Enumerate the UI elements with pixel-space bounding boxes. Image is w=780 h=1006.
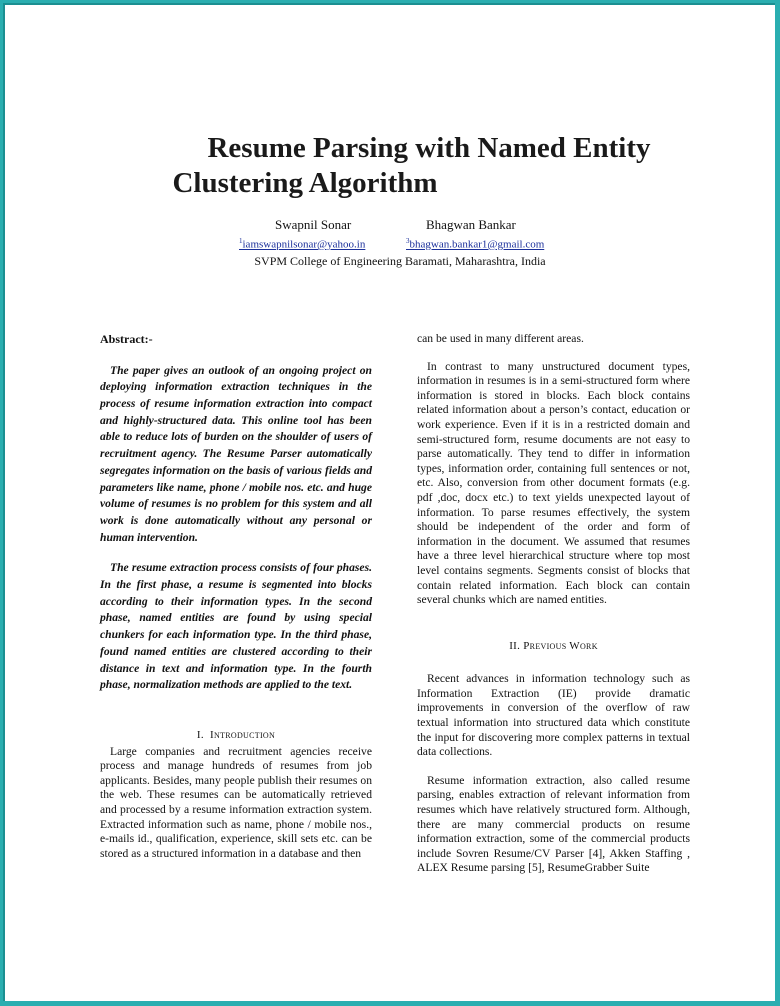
abstract-paragraph-2: The resume extraction process consists of four phases. In the first phase, a resume is segmented into blocks according to their information types. In the second phase, named entities are found by using special chunkers for each information type. In the third phase, found named entities are clustered according to their distance in text and information type. In the fourth phase, normalization methods are applied to the text. [100,561,372,692]
previous-work-paragraph-2: Resume information extraction, also called resume parsing, enables extraction of relevant information from resumes which have relatively structured form. Although, there are many commercial products on resume information extraction, some of the commercial products include Sovren Resume/CV Parser [4], Akken Staffing , ALEX Resume parsing [5], ResumeGrabber Suite [417,773,690,875]
introduction-paragraph-1: Large companies and recruitment agencies receive process and manage hundreds of resumes from job applicants. Besides, many people publish their resumes on the web. These resumes can be automatically retrieved and processed by a resume information extraction system. Extracted information such as name, phone / mobile nos., e-mails id., qualification, experience, skill sets etc. can be stored as a structured information in a database and then [100,744,372,860]
previous-work-paragraph-1: Recent advances in information technology such as Information Extraction (IE) provide dramatic improvements in conversion of the overflow of raw textual information into structured data which constitute the input for discovering more complex patterns in textual data collections. [417,672,690,759]
paper-page [3,3,775,1001]
left-column [100,332,372,875]
right-column [417,332,690,890]
author-email-2-text: bhagwan.bankar1@gmail.com [409,238,545,251]
author-email-2-sup: 3 [406,237,410,245]
section-heading-previous-work [417,639,690,654]
author-name-1: Swapnil Sonar [275,217,352,232]
section-title-previous-work: Previous Work [523,639,598,652]
author-email-2[interactable] [406,237,544,251]
continued-text: can be used in many different areas. [417,332,584,345]
affiliation: SVPM College of Engineering Baramati, Maharashtra, India [254,254,546,268]
author-email-1[interactable] [239,237,365,251]
section-number-previous-work: II. [509,639,521,652]
abstract-paragraph-1: The paper gives an outlook of an ongoing project on deploying information extraction techniques in the process of resume information extraction into compact and highly-structured data. This online tool has been able to reduce lots of burden on the shoulder of users of recruitment agency. The Resume Parser automatically segregates information on the basis of various fields and parameters like name, phone / mobile nos. etc. and huge volume of resumes is no problem for this system and all work is done automatically without any personal or human intervention. [100,363,372,544]
section-heading-introduction [100,728,372,743]
paper-title-line-2: Clustering Algorithm [172,167,438,199]
author-email-1-text: iamswapnilsonar@yahoo.in [242,238,366,251]
section-number-introduction: I. [196,728,204,741]
author-email-1-sup: 1 [239,237,243,245]
section-title-introduction: Introduction [210,728,276,741]
abstract-label: Abstract:- [100,332,153,346]
paper-title-line-1: Resume Parsing with Named Entity [207,132,651,164]
introduction-paragraph-2: In contrast to many unstructured document types, information in resumes is in a semi-structured form where information is stored in blocks. Each block contains related information about a person’s contact, education or work experience. Even if it is in a restricted domain and semi-structured form, resume documents are not easy to parse automatically. They tend to differ in information types, information order, containing full sentences or not, etc. Also, conversion from other document formats (e.g. pdf ,doc, docx etc.) to text yields unexpected layout of information. To parse resumes effectively, the system should be independent of the order and form of information in the document. We assumed that resumes have a three level hierarchical structure where top most level contains segments. Segments consist of blocks that contain related information. Each block can contain several chunks which are named entities. [417,359,690,607]
author-name-2: Bhagwan Bankar [426,217,516,232]
